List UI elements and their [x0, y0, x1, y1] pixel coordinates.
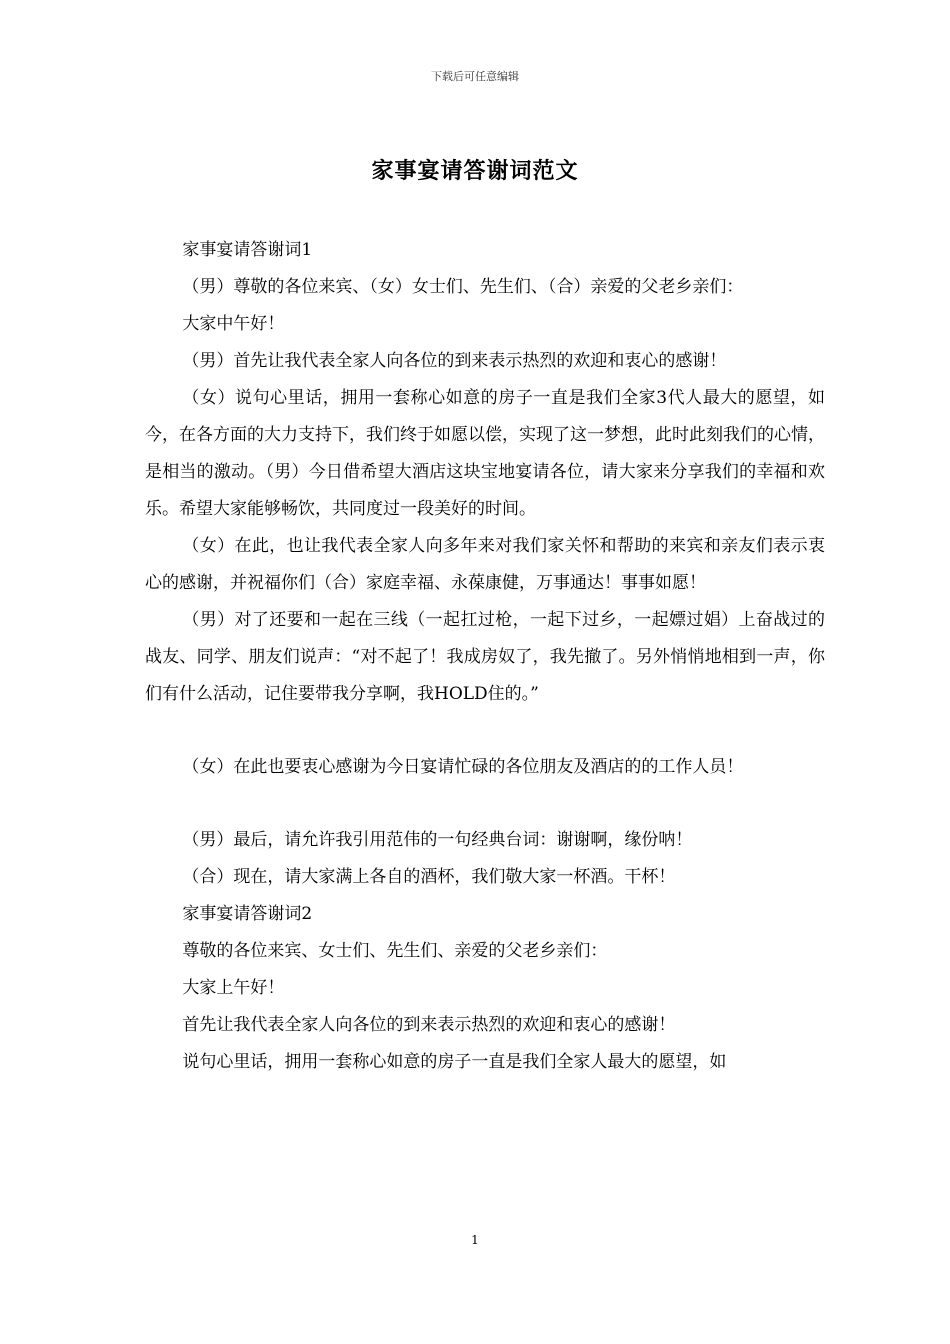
- paragraph-comrades: （男）对了还要和一起在三线（一起扛过枪，一起下过乡，一起嫖过娼）上奋战过的战友、同学、朋友们说声：“对不起了！我成房奴了，我先撤了。另外悄悄地相到一声，你们有什么活动，记住要带我分享啊，我HOLD住的。”: [145, 610, 825, 704]
- page-number: 1: [471, 1233, 479, 1247]
- paragraph-hello-2: 大家上午好！: [182, 978, 285, 998]
- document-title: 家事宴请答谢词范文: [371, 158, 579, 184]
- page-header-note: 下载后可任意编辑: [431, 70, 519, 83]
- paragraph-welcome-2: 首先让我代表全家人向各位的到来表示热烈的欢迎和衷心的感谢！: [182, 1015, 676, 1035]
- paragraph-greeting-2: 尊敬的各位来宾、女士们、先生们、亲爱的父老乡亲们：: [182, 941, 608, 961]
- paragraph-hello: 大家中午好！: [182, 314, 285, 334]
- paragraph-thanks-friends: （女）在此，也让我代表全家人向多年来对我们家关怀和帮助的来宾和亲友们表示衷心的感谢，并祝福你们（合）家庭幸福、永葆康健，万事通达！事事如愿！: [145, 536, 825, 593]
- paragraph-heading-1: 家事宴请答谢词1: [182, 240, 313, 260]
- paragraph-quote: （男）最后，请允许我引用范伟的一句经典台词：谢谢啊，缘份呐！: [182, 830, 693, 850]
- paragraph-wish-2: 说句心里话，拥用一套称心如意的房子一直是我们全家人最大的愿望，如: [182, 1052, 727, 1072]
- paragraph-greeting: （男）尊敬的各位来宾、（女）女士们、先生们、（合）亲爱的父老乡亲们：: [182, 277, 744, 297]
- paragraph-welcome: （男）首先让我代表全家人向各位的到来表示热烈的欢迎和衷心的感谢！: [182, 351, 727, 371]
- paragraph-wish: （女）说句心里话，拥用一套称心如意的房子一直是我们全家3代人最大的愿望，如今，在各方面的大力支持下，我们终于如愿以偿，实现了这一梦想，此时此刻我们的心情，是相当的激动。（男）今日借希望大酒店这块宝地宴请各位，请大家来分享我们的幸福和欢乐。希望大家能够畅饮，共同度过一段美好的时间。: [145, 388, 825, 519]
- paragraph-toast: （合）现在，请大家满上各自的酒杯，我们敬大家一杯酒。干杯！: [182, 867, 676, 887]
- paragraph-heading-2: 家事宴请答谢词2: [182, 904, 313, 924]
- paragraph-thanks-staff: （女）在此也要衷心感谢为今日宴请忙碌的各位朋友及酒店的的工作人员！: [182, 757, 744, 777]
- document-body: [145, 232, 825, 1081]
